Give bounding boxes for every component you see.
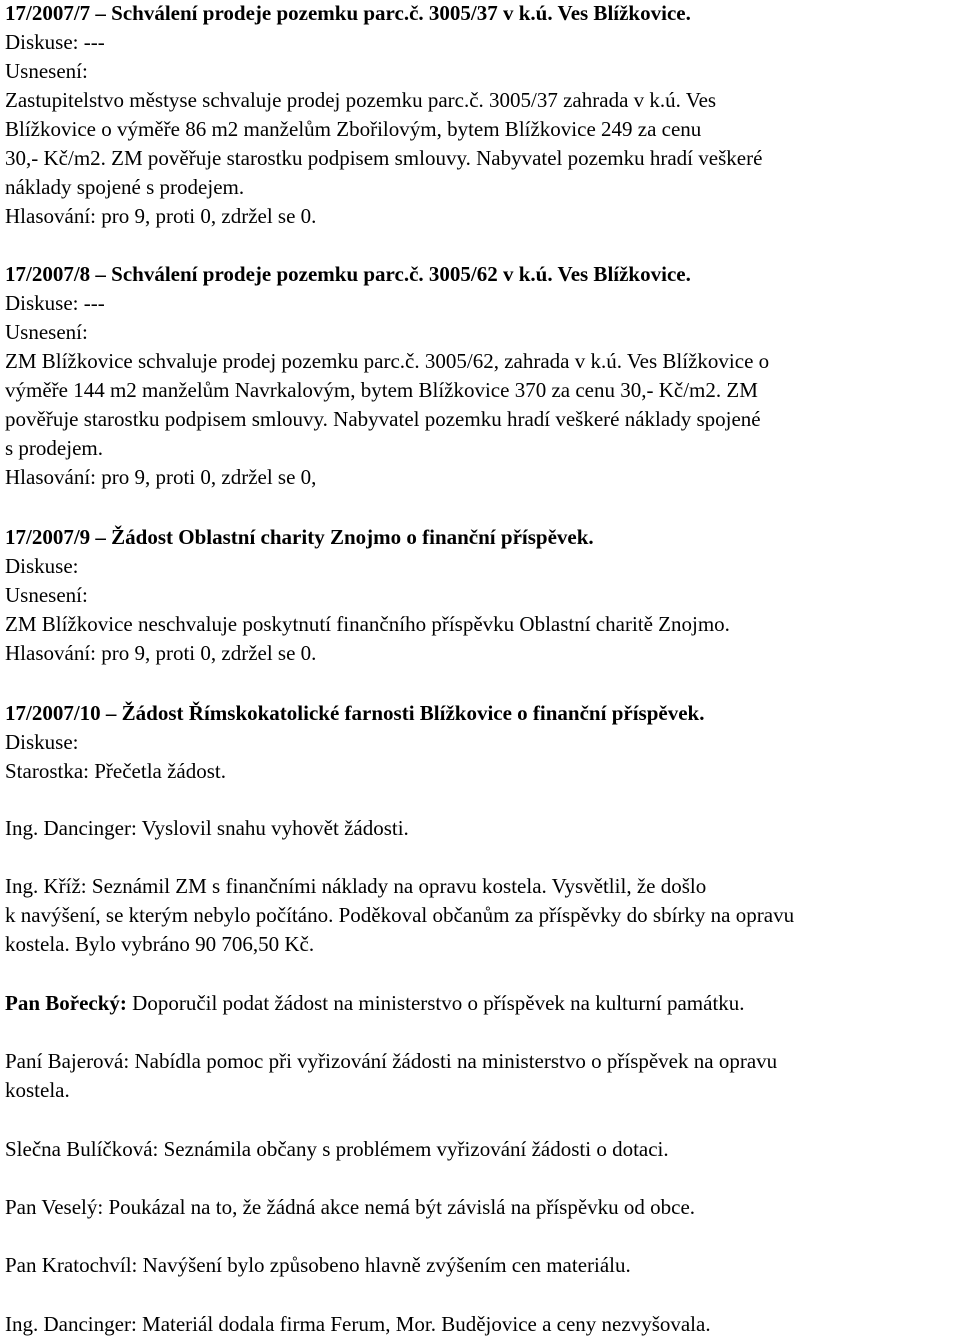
- speaker-text: Doporučil podat žádost na ministerstvo o příspěvek na kulturní památku.: [126, 991, 745, 1015]
- resolution-text-line: výměře 144 m2 manželům Navrkalovým, bytem Blížkovice 370 za cenu 30,- Kč/m2. ZM: [5, 378, 758, 402]
- discussion-paragraph: Ing. Dancinger: Materiál dodala firma Ferum, Mor. Budějovice a ceny nezvyšovala.: [5, 1312, 711, 1336]
- resolution-text-line: Blížkovice o výměře 86 m2 manželům Zbořilovým, bytem Blížkovice 249 za cenu: [5, 117, 702, 141]
- resolution-text-line: Zastupitelstvo městyse schvaluje prodej pozemku parc.č. 3005/37 zahrada v k.ú. Ves: [5, 88, 717, 112]
- resolution-text-line: ZM Blížkovice schvaluje prodej pozemku parc.č. 3005/62, zahrada v k.ú. Ves Blížkovice o: [5, 349, 770, 373]
- discussion-paragraph: Ing. Kříž: Seznámil ZM s finančními náklady na opravu kostela. Vysvětlil, že došlo: [5, 874, 707, 898]
- usneseni-label: Usnesení:: [5, 320, 88, 344]
- item-heading: 17/2007/8 – Schválení prodeje pozemku parc.č. 3005/62 v k.ú. Ves Blížkovice.: [5, 262, 691, 286]
- discussion-paragraph: Slečna Bulíčková: Seznámila občany s problémem vyřizování žádosti o dotaci.: [5, 1137, 669, 1161]
- voting-result: Hlasování: pro 9, proti 0, zdržel se 0,: [5, 465, 317, 489]
- voting-result: Hlasování: pro 9, proti 0, zdržel se 0.: [5, 204, 317, 228]
- discussion-paragraph: Pan Veselý: Poukázal na to, že žádná akce nemá být závislá na příspěvku od obce.: [5, 1195, 696, 1219]
- diskuse-label: Diskuse:: [5, 730, 79, 754]
- resolution-text-line: 30,- Kč/m2. ZM pověřuje starostku podpisem smlouvy. Nabyvatel pozemku hradí veškeré: [5, 146, 763, 170]
- diskuse-label: Diskuse: ---: [5, 291, 105, 315]
- diskuse-label: Diskuse:: [5, 554, 79, 578]
- discussion-paragraph: kostela.: [5, 1078, 70, 1102]
- resolution-text-line: náklady spojené s prodejem.: [5, 175, 245, 199]
- resolution-text-line: pověřuje starostku podpisem smlouvy. Nabyvatel pozemku hradí veškeré náklady spojené: [5, 407, 761, 431]
- item-title: Žádost Oblastní charity Znojmo o finanční příspěvek.: [111, 525, 594, 549]
- discussion-paragraph: Starostka: Přečetla žádost.: [5, 759, 227, 783]
- item-number: 17/2007/10: [5, 701, 101, 725]
- item-number: 17/2007/7: [5, 1, 91, 25]
- discussion-paragraph: kostela. Bylo vybráno 90 706,50 Kč.: [5, 932, 315, 956]
- diskuse-label: Diskuse: ---: [5, 30, 105, 54]
- item-heading: 17/2007/10 – Žádost Římskokatolické farnosti Blížkovice o finanční příspěvek.: [5, 701, 705, 725]
- resolution-text-line: s prodejem.: [5, 436, 103, 460]
- item-number: 17/2007/8: [5, 262, 91, 286]
- item-number: 17/2007/9: [5, 525, 91, 549]
- item-title: Schválení prodeje pozemku parc.č. 3005/62 v k.ú. Ves Blížkovice.: [111, 262, 691, 286]
- discussion-paragraph: [5, 990, 745, 1016]
- item-heading: 17/2007/9 – Žádost Oblastní charity Znojmo o finanční příspěvek.: [5, 525, 594, 549]
- speaker-name: Pan Bořecký:: [5, 991, 127, 1015]
- usneseni-label: Usnesení:: [5, 59, 88, 83]
- item-title: Žádost Římskokatolické farnosti Blížkovice o finanční příspěvek.: [121, 701, 705, 725]
- discussion-paragraph: k navýšení, se kterým nebylo počítáno. Poděkoval občanům za příspěvky do sbírky na opravu: [5, 903, 795, 927]
- discussion-paragraph: Pan Kratochvíl: Navýšení bylo způsobeno hlavně zvýšením cen materiálu.: [5, 1253, 631, 1277]
- voting-result: Hlasování: pro 9, proti 0, zdržel se 0.: [5, 641, 317, 665]
- discussion-paragraph: Ing. Dancinger: Vyslovil snahu vyhovět žádosti.: [5, 816, 409, 840]
- item-heading: 17/2007/7 – Schválení prodeje pozemku parc.č. 3005/37 v k.ú. Ves Blížkovice.: [5, 1, 691, 25]
- resolution-text-line: ZM Blížkovice neschvaluje poskytnutí finančního příspěvku Oblastní charitě Znojmo.: [5, 612, 730, 636]
- item-title: Schválení prodeje pozemku parc.č. 3005/37 v k.ú. Ves Blížkovice.: [111, 1, 691, 25]
- discussion-paragraph: Paní Bajerová: Nabídla pomoc při vyřizování žádosti na ministerstvo o příspěvek na opravu: [5, 1049, 778, 1073]
- usneseni-label: Usnesení:: [5, 583, 88, 607]
